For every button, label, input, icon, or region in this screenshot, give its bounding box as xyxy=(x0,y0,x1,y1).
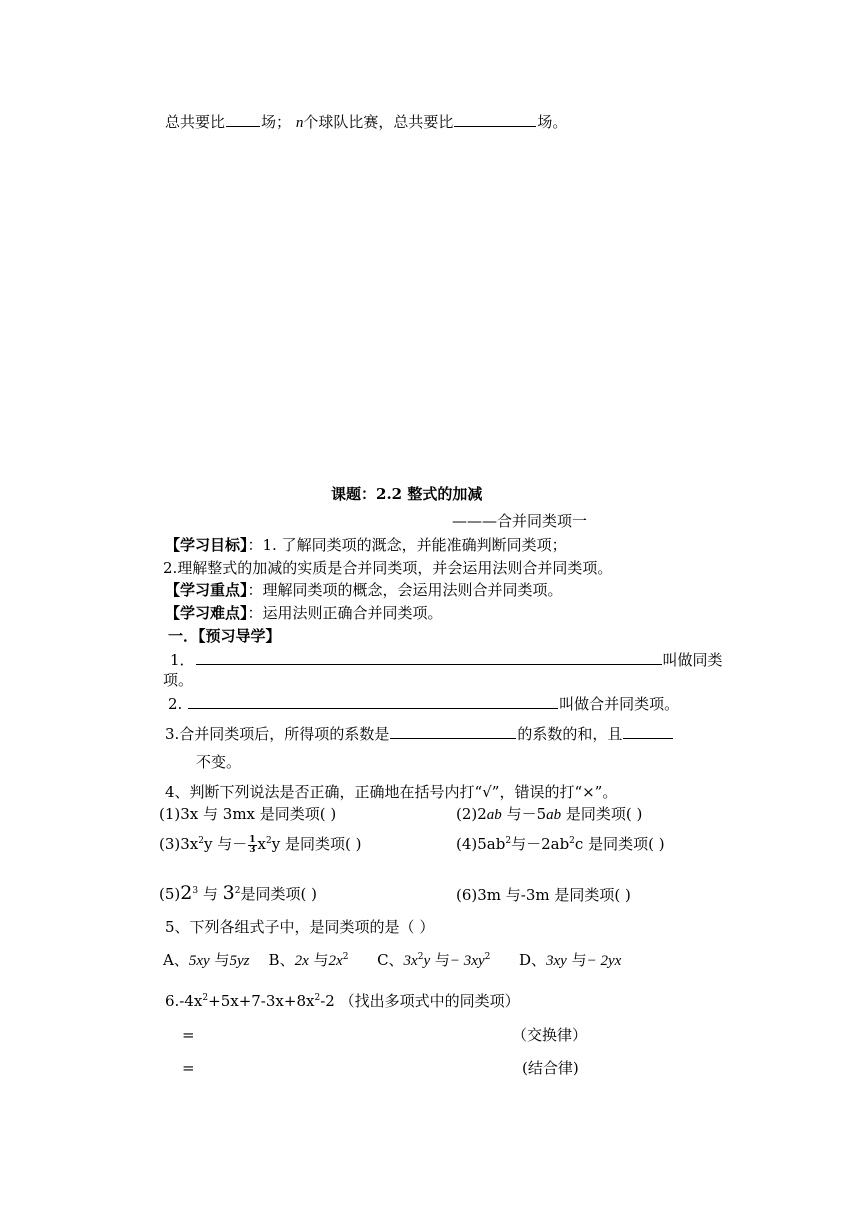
q4-item-2-b: ab xyxy=(486,807,502,823)
exponent: 2 xyxy=(342,952,349,962)
option-c-expr-1b: y xyxy=(423,953,431,969)
option-c-expr-2: − 3xy xyxy=(449,953,485,969)
difficulties-line xyxy=(165,603,443,623)
option-c-label: C、 xyxy=(377,951,404,969)
q4-item-2 xyxy=(456,804,642,825)
section-label: 【预习导学】 xyxy=(198,627,281,645)
option-b-expr-2: 2x xyxy=(328,953,343,969)
q4-item-3 xyxy=(159,834,361,855)
q4-item-3-a: (3)3x xyxy=(159,835,199,853)
answer-blank[interactable] xyxy=(226,110,260,127)
q4-item-2-a: (2)2 xyxy=(456,805,487,823)
question-5-prompt: 5、下列各组式子中，是同类项的是（ ） xyxy=(165,918,435,936)
top-text-4: 场。 xyxy=(537,113,568,131)
q4-item-4 xyxy=(456,834,665,854)
q4-item-3-d: y 是同类项( ) xyxy=(271,835,362,853)
q4-item-5-base-2: 2 xyxy=(180,882,193,904)
question-3 xyxy=(165,722,674,744)
key-points-text: ：理解同类项的概念，会运用法则合并同类项。 xyxy=(247,581,563,599)
objectives-item-1: ：1. 了解同类项的溉念，并能准确判断同类项； xyxy=(247,536,567,554)
q6-step-2 xyxy=(182,1058,195,1078)
associative-law-label: (结合律) xyxy=(522,1059,579,1077)
answer-blank[interactable] xyxy=(188,692,558,709)
q4-item-5-a: (5) xyxy=(159,885,181,903)
q4-item-4-c: c 是同类项( ) xyxy=(574,835,665,853)
q4-item-4-b: 与－2ab xyxy=(511,835,570,853)
variable-n: n xyxy=(295,115,304,131)
q4-item-5-e: 是同类项( ) xyxy=(240,885,317,903)
objectives-line-2: 2.理解整式的加减的实质是合并同类项，并会运用法则合并同类项。 xyxy=(163,559,613,577)
q4-item-3-b: y 与－ xyxy=(204,835,248,853)
fraction-one-third xyxy=(248,836,256,855)
q4-item-2-e: 是同类项( ) xyxy=(565,805,643,823)
fraction-denominator: 3 xyxy=(249,844,256,855)
exponent: 2 xyxy=(202,993,209,1003)
option-d-expr-2: − 2yx xyxy=(586,953,622,969)
question-2 xyxy=(168,692,679,714)
option-d-and: 与 xyxy=(571,951,587,969)
q4-item-4-a: (4)5ab xyxy=(456,835,506,853)
q6-step-1 xyxy=(182,1025,195,1045)
top-text-2: 场； xyxy=(261,113,292,131)
key-points-label: 【学习重点】 xyxy=(165,581,248,599)
equals-sign: = xyxy=(182,1059,195,1077)
q5-options xyxy=(163,950,621,971)
question-6 xyxy=(165,991,520,1011)
exponent: 2 xyxy=(234,886,241,896)
key-points-line xyxy=(165,580,563,600)
top-text-1: 总共要比 xyxy=(165,113,226,131)
option-b-expr-1: 2x xyxy=(294,953,309,969)
q4-item-5-base-3: 3 xyxy=(222,882,235,904)
top-line xyxy=(165,110,567,133)
title-prefix: 课题： xyxy=(331,485,377,503)
answer-blank[interactable] xyxy=(196,648,662,665)
option-c-expr-1: 3x xyxy=(403,953,418,969)
option-d-label: D、 xyxy=(518,951,546,969)
exponent: 2 xyxy=(484,952,491,962)
equals-sign: = xyxy=(182,1026,195,1044)
exponent: 3 xyxy=(192,886,199,896)
q6-b: +5x+7-3x+8x xyxy=(208,992,315,1010)
q4-item-3-c: x xyxy=(257,835,266,853)
exponent: 2 xyxy=(505,836,512,846)
objectives-label: 【学习目标】 xyxy=(165,536,248,554)
answer-blank[interactable] xyxy=(390,722,516,739)
section-heading xyxy=(168,626,281,646)
option-c-and: 与 xyxy=(434,951,450,969)
top-text-3: 个球队比赛，总共要比 xyxy=(303,113,454,131)
title-text: 2.2 整式的加减 xyxy=(376,485,483,503)
question-4-prompt: 4、判断下列说法是否正确，正确地在括号内打“√”，错误的打“×”。 xyxy=(165,783,618,801)
option-a-label: A、 xyxy=(163,951,189,969)
exponent: 2 xyxy=(314,993,321,1003)
q4-item-6: (6)3m 与-3m 是同类项( ) xyxy=(456,886,631,904)
question-3-text-2: 的系数的和，且 xyxy=(517,725,623,743)
option-b-label: B、 xyxy=(268,951,295,969)
question-3-text-1: 3.合并同类项后，所得项的系数是 xyxy=(165,725,390,743)
difficulties-text: ：运用法则正确合并同类项。 xyxy=(247,604,443,622)
option-d-expr-1: 3xy xyxy=(545,953,567,969)
answer-blank[interactable] xyxy=(454,110,536,127)
q6-a: 6.-4x xyxy=(165,992,203,1010)
exponent: 2 xyxy=(198,836,204,846)
section-number: 一． xyxy=(168,627,199,645)
option-b-and: 与 xyxy=(313,951,329,969)
commutative-law-label: （交换律） xyxy=(512,1026,588,1044)
lesson-subtitle: ———合并同类项一 xyxy=(452,512,588,530)
exponent: 2 xyxy=(265,836,272,846)
exponent: 2 xyxy=(417,952,424,962)
answer-blank[interactable] xyxy=(623,722,673,739)
question-1-cont: 项。 xyxy=(163,671,194,689)
question-1-number: 1． xyxy=(170,651,195,669)
objectives-line-1 xyxy=(165,535,567,555)
q4-item-5-c: 与 xyxy=(202,885,218,903)
q4-item-2-c: 与－5 xyxy=(506,805,547,823)
option-a-expr-2: 5yz xyxy=(229,953,250,969)
lesson-title xyxy=(331,484,482,504)
question-1 xyxy=(170,648,723,670)
question-2-tail: 叫做合并同类项。 xyxy=(559,695,680,713)
q4-item-2-d: ab xyxy=(546,807,562,823)
q4-item-5 xyxy=(159,883,317,904)
difficulties-label: 【学习难点】 xyxy=(165,604,248,622)
option-a-and: 与 xyxy=(214,951,230,969)
q4-item-1: (1)3x 与 3mx 是同类项( ) xyxy=(159,805,337,823)
question-1-tail: 叫做同类 xyxy=(662,651,723,669)
fraction-numerator: 1 xyxy=(249,834,256,845)
q6-c: -2 （找出多项式中的同类项） xyxy=(320,992,520,1010)
question-2-number: 2. xyxy=(168,695,183,713)
option-a-expr-1: 5xy xyxy=(188,953,210,969)
exponent: 2 xyxy=(569,836,575,846)
question-3-cont: 不变。 xyxy=(196,753,242,771)
